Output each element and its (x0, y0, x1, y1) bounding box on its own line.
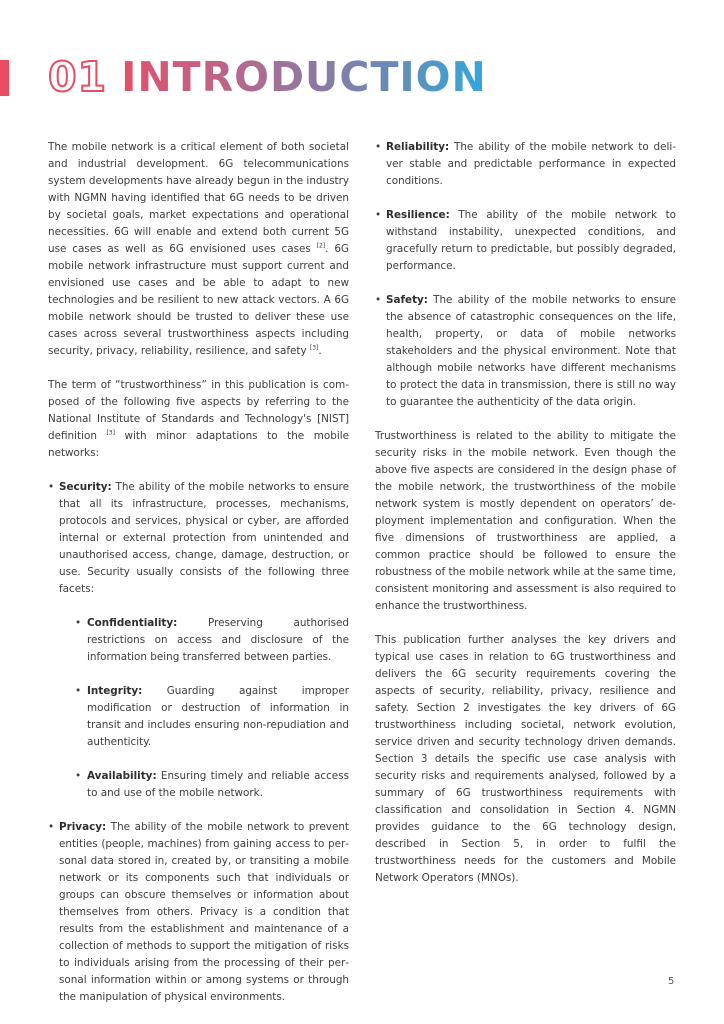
aspect-term: Reliability: (386, 141, 450, 153)
security-facets-list (75, 615, 349, 802)
reference-2[interactable]: [2] (316, 242, 326, 250)
aspect-safety (375, 292, 676, 411)
definition-text-2: with minor adaptations to the mobile networks: (48, 430, 349, 459)
facet-term: Availability: (87, 770, 157, 782)
facet-description: Ensuring timely and reliable access to and use of the mobile network. (87, 770, 349, 799)
facet-confidentiality (75, 615, 349, 666)
trustworthiness-definition-paragraph (48, 377, 349, 462)
aspect-description: The ability of the mobile networks to ensure the absence of catastrophic consequences on the life, health, property, or data of mobile networks stakeholders and the physical environment. Note that although mobile networks have different mechanisms to protect the data in transmission, there is still no way to guarantee the authenticity of the data origin. (386, 294, 676, 408)
aspect-resilience (375, 207, 676, 275)
aspect-term: Safety: (386, 294, 428, 306)
intro-paragraph (48, 139, 349, 360)
section-accent-bar (0, 60, 9, 96)
aspects-list-left (48, 479, 349, 1006)
facet-term: Integrity: (87, 685, 143, 697)
intro-text-1: The mobile network is a critical element of both societal and industrial development. 6G telecommunications system developments have already begun in the industry with NGMN having identified that 6G needs to be driven by societal goals, market expectations and operational necessities. 6G will enable and extend both current 5G use cases as well as 6G envisioned uses cases (48, 141, 349, 255)
section-heading (48, 52, 487, 102)
facet-term: Confidentiality: (87, 617, 178, 629)
aspect-term: Privacy: (59, 821, 107, 833)
aspect-description: The ability of the mobile networks to ensure that all its infrastructure, processes, mechanisms, protocols and services, physical or cyber, are afforded internal or external protection from unintended and unauthorised access, change, damage, destruction, or use. Security usually consists of the following three facets: (59, 481, 349, 595)
right-column (375, 139, 676, 904)
reference-3[interactable]: [3] (309, 344, 319, 352)
aspect-term: Security: (59, 481, 112, 493)
intro-text-2: . 6G mobile network infrastructure must support current and envisioned use cases and be able to adapt to new technologies and be resilient to new attack vectors. A 6G mobile network should be trusted to deliver these use cases across several trustworthiness aspects including security, privacy, reliability, resilience, and safety (48, 243, 349, 357)
aspect-description: The ability of the mobile network to withstand instability, unexpected conditions, and gracefully return to predictable, but possibly degraded, performance. (386, 209, 676, 272)
intro-text-3: . (318, 345, 322, 357)
aspect-privacy (48, 819, 349, 1006)
left-column (48, 139, 349, 1023)
reference-3[interactable]: [3] (106, 429, 115, 437)
section-number: 01 (48, 52, 108, 101)
aspect-term: Resilience: (386, 209, 450, 221)
aspect-security (48, 479, 349, 802)
trustworthiness-risk-paragraph: Trustworthiness is related to the ability to mitigate the security risks in the mobile network. Even though the above five aspects are considered in the design phase of the mobile network, the trustworthiness of the mobile network system is mostly dependent on operators’ deployment implementation and configuration. When the five dimensions of trustworthiness are applied, a common practice should be followed to ensure the robustness of the mobile network while at the same time, consistent monitoring and assessment is also required to enhance the trustworthiness. (375, 430, 676, 612)
aspect-description: The ability of the mobile network to prevent entities (people, machines) from gaining access to personal data stored in, created by, or transiting a mobile network or its components such that individuals or groups can obscure themselves or information about themselves from others. Privacy is a condition that results from the establishment and maintenance of a collection of methods to support the mitigation of risks to individuals arising from the processing of their personal information within or among systems or through the manipulation of physical environments. (59, 821, 349, 1003)
facet-description: Guarding against improper modification or destruction of information in transit and includes ensuring non-repudiation and authenticity. (87, 685, 349, 748)
facet-description: Preserving authorised restrictions on access and disclosure of the information being transferred between parties. (87, 617, 349, 663)
section-title: INTRODUCTION (121, 52, 487, 101)
page-number: 5 (668, 976, 675, 987)
facet-availability (75, 768, 349, 802)
publication-overview-paragraph: This publication further analyses the key drivers and typical use cases in relation to 6G trustworthiness and delivers the 6G security requirements covering the aspects of security, reliability, privacy, resilience and safety. Section 2 investigates the key drivers of 6G trustworthiness including societal, network evolution, service driven and security technology driven demands. Section 3 details the specific use case analysis with security risks and requirements analysed, followed by a summary of 6G trustworthiness requirements with classification and consolidation in Section 4. NGMN provides guidance to the 6G technology design, described in Section 5, in order to fulfil the trustworthiness needs for the customers and Mobile Network Operators (MNOs). (375, 634, 676, 884)
aspect-description: The ability of the mobile network to deliver stable and predictable performance in expected conditions. (386, 141, 676, 187)
aspect-reliability (375, 139, 676, 190)
facet-integrity (75, 683, 349, 751)
definition-text-1: The term of “trustworthiness” in this publication is composed of the following five aspects by referring to the National Institute of Standards and Technology's [NIST] definition (48, 379, 349, 442)
aspects-list-right (375, 139, 676, 411)
